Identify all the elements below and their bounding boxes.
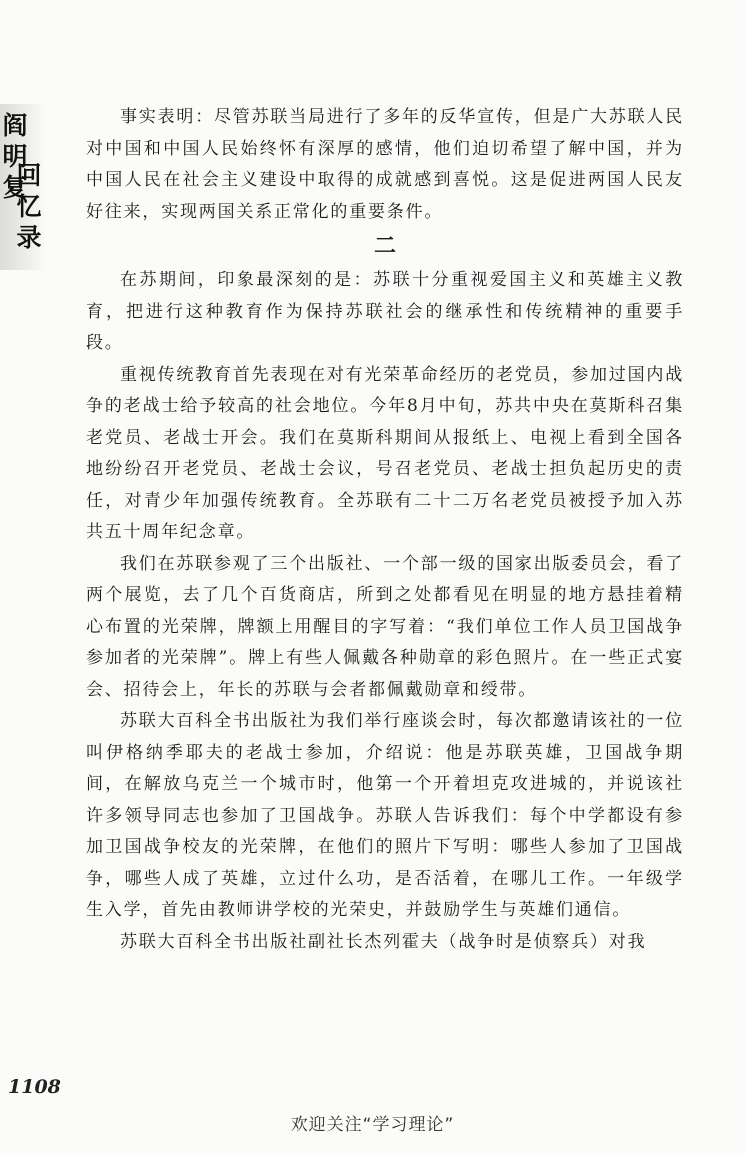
paragraph: 我们在苏联参观了三个出版社、一个部一级的国家出版委员会，看了两个展览，去了几个百货商店，所到之处都看见在明显的地方悬挂着精心布置的光荣牌，牌额上用醒目的字写着：“我们单位工作人员卫国战争参加者的光荣牌”。牌上有些人佩戴各种勋章的彩色照片。在一些正式宴会、招待会上，年长的苏联与会者都佩戴勋章和绶带。 [86,553,684,700]
side-title-char: 回 [16,161,42,190]
body-text [86,102,684,958]
paragraph: 苏联大百科全书出版社为我们举行座谈会时，每次都邀请该社的一位叫伊格纳季耶夫的老战士参加，介绍说：他是苏联英雄，卫国战争期间，在解放乌克兰一个城市时，他第一个开着坦克攻进城的，并说该社许多领导同志也参加了卫国战争。苏联人告诉我们：每个中学都设有参加卫国战争校友的光荣牌，在他们的照片下写明：哪些人参加了卫国战争，哪些人成了英雄，立过什么功，是否活着，在哪儿工作。一年级学生入学，首先由教师讲学校的光荣史，并鼓励学生与英雄们通信。 [86,711,684,920]
paragraph: 苏联大百科全书出版社副社长杰列霍夫（战争时是侦察兵）对我 [120,931,647,952]
side-title-char: 忆 [16,192,42,221]
section-heading: 二 [373,233,396,259]
footer-watermark-text: 欢迎关注“学习理论” [290,1115,455,1135]
side-title-char: 录 [16,223,42,252]
side-title-char: 明 [2,142,28,171]
paragraph: 事实表明：尽管苏联当局进行了多年的反华宣传，但是广大苏联人民对中国和中国人民始终怀有深厚的感情，他们迫切希望了解中国，并为中国人民在社会主义建设中取得的成就感到喜悦。这是促进两国人民友好往来，实现两国关系正常化的重要条件。 [86,107,684,222]
paragraph: 重视传统教育首先表现在对有光荣革命经历的老党员，参加过国内战争的老战士给予较高的社会地位。今年8月中旬，苏共中央在莫斯科召集老党员、老战士开会。我们在莫斯科期间从报纸上、电视上看到全国各地纷纷召开老党员、老战士会议，号召老党员、老战士担负起历史的责任，对青少年加强传统教育。全苏联有二十二万名老党员被授予加入苏共五十周年纪念章。 [86,364,684,542]
paragraph: 在苏期间，印象最深刻的是：苏联十分重视爱国主义和英雄主义教育，把进行这种教育作为保持苏联社会的继承性和传统精神的重要手段。 [86,270,684,353]
side-title-char: 复 [2,173,28,202]
side-title-memoir [14,160,44,253]
side-title-char: 阎 [2,111,28,140]
page-number: 1108 [8,1076,61,1098]
